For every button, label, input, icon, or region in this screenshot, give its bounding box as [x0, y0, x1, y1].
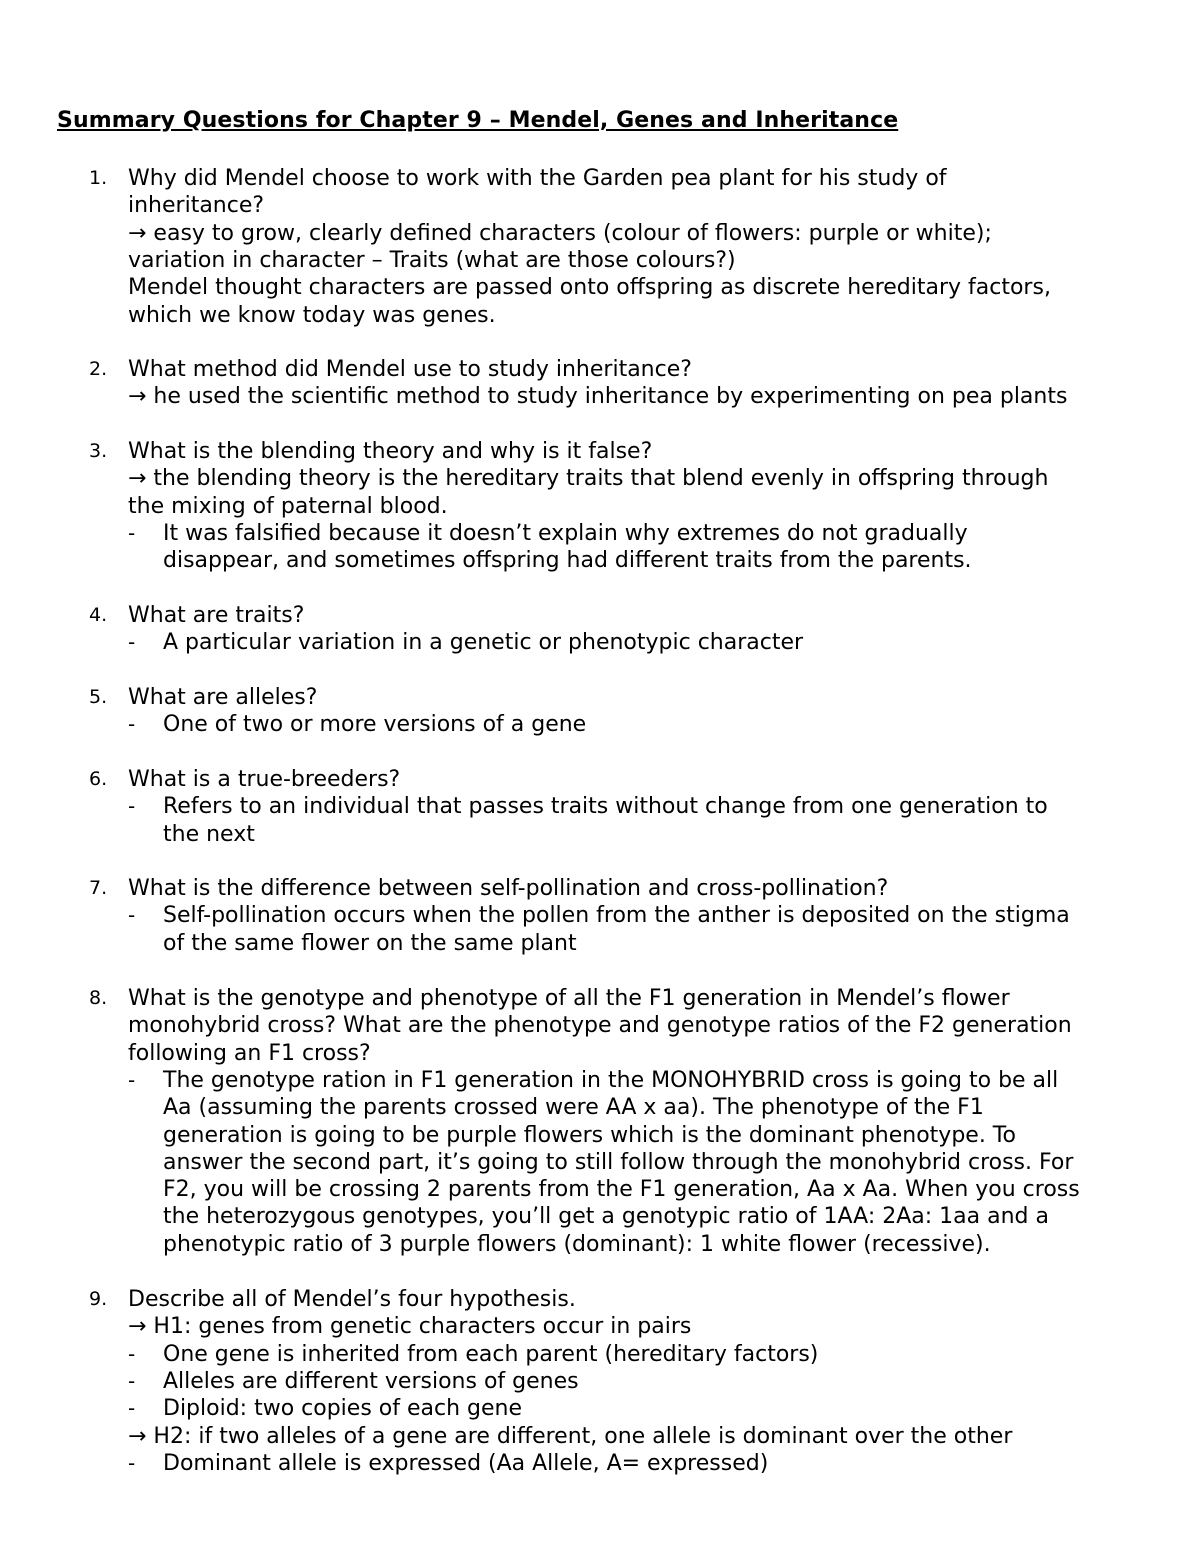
bullet-text: answer the second part, it’s going to still follow through the monohybrid cross. For [163, 1149, 1074, 1175]
bullet-text: The genotype ration in F1 generation in the MONOHYBRID cross is going to be all [163, 1067, 1059, 1093]
bullet-dash: - [128, 1396, 136, 1421]
question-number: 7. [89, 877, 108, 899]
bullet-text: Refers to an individual that passes traits without change from one generation to [163, 794, 1048, 820]
page-title: Summary Questions for Chapter 9 – Mendel, Genes and Inheritance [57, 108, 899, 133]
bullet-dash: - [128, 1067, 136, 1092]
bullet-text: generation is going to be purple flowers which is the dominant phenotype. To [163, 1122, 1016, 1148]
question-text: Describe all of Mendel’s four hypothesis. [128, 1287, 576, 1312]
bullet-text: Dominant allele is expressed (Aa Allele, A= expressed) [163, 1450, 769, 1476]
bullet-text: One gene is inherited from each parent (hereditary factors) [163, 1341, 819, 1367]
bullet-text: of the same flower on the same plant [163, 930, 577, 956]
question-text: following an F1 cross? [128, 1040, 371, 1066]
question-text: What are traits? [128, 603, 305, 628]
question-number: 2. [89, 358, 108, 380]
question-number: 3. [89, 440, 108, 462]
question-number: 4. [89, 604, 108, 626]
bullet-text: It was falsified because it doesn’t explain why extremes do not gradually [163, 520, 968, 546]
question-text: What method did Mendel use to study inheritance? [128, 357, 692, 382]
bullet-dash: - [128, 712, 136, 737]
bullet-text: A particular variation in a genetic or phenotypic character [163, 630, 804, 656]
question-text: What are alleles? [128, 685, 318, 710]
bullet-text: Diploid: two copies of each gene [163, 1396, 522, 1422]
bullet-text: F2, you will be crossing 2 parents from the F1 generation, Aa x Aa. When you cross [163, 1177, 1080, 1203]
bullet-dash: - [128, 1341, 136, 1366]
answer-text: → H1: genes from genetic characters occur in pairs [128, 1314, 692, 1340]
answer-text: variation in character – Traits (what are those colours?) [128, 247, 736, 273]
answer-text: the mixing of paternal blood. [128, 493, 448, 519]
answer-text: → he used the scientific method to study inheritance by experimenting on pea plants [128, 384, 1068, 410]
bullet-dash: - [128, 794, 136, 819]
answer-text: → H2: if two alleles of a gene are different, one allele is dominant over the other [128, 1423, 1013, 1449]
bullet-dash: - [128, 903, 136, 928]
answer-text: → easy to grow, clearly defined characters (colour of flowers: purple or white); [128, 220, 992, 246]
question-text: What is the genotype and phenotype of all the F1 generation in Mendel’s flower [128, 986, 1010, 1011]
bullet-text: One of two or more versions of a gene [163, 712, 587, 738]
question-text: inheritance? [128, 193, 265, 219]
bullet-text: disappear, and sometimes offspring had different traits from the parents. [163, 548, 972, 574]
question-text: What is the difference between self-pollination and cross-pollination? [128, 876, 889, 901]
bullet-dash: - [128, 520, 136, 545]
question-text: Why did Mendel choose to work with the Garden pea plant for his study of [128, 166, 947, 191]
question-number: 5. [89, 686, 108, 708]
bullet-dash: - [128, 1450, 136, 1475]
bullet-text: Self-pollination occurs when the pollen from the anther is deposited on the stigma [163, 903, 1070, 929]
bullet-dash: - [128, 1368, 136, 1393]
answer-text: → the blending theory is the hereditary traits that blend evenly in offspring through [128, 466, 1049, 492]
bullet-text: Aa (assuming the parents crossed were AA x aa). The phenotype of the F1 [163, 1095, 984, 1121]
question-number: 8. [89, 987, 108, 1009]
question-number: 9. [89, 1288, 108, 1310]
bullet-text: Alleles are different versions of genes [163, 1368, 579, 1394]
question-text: monohybrid cross? What are the phenotype and genotype ratios of the F2 generation [128, 1013, 1072, 1039]
question-text: What is a true-breeders? [128, 767, 401, 792]
bullet-text: phenotypic ratio of 3 purple flowers (dominant): 1 white flower (recessive). [163, 1231, 991, 1257]
question-number: 1. [89, 167, 108, 189]
bullet-text: the heterozygous genotypes, you’ll get a genotypic ratio of 1AA: 2Aa: 1aa and a [163, 1204, 1049, 1230]
bullet-text: the next [163, 821, 255, 847]
bullet-dash: - [128, 630, 136, 655]
answer-text: which we know today was genes. [128, 302, 496, 328]
question-number: 6. [89, 768, 108, 790]
answer-text: Mendel thought characters are passed onto offspring as discrete hereditary factors, [128, 275, 1051, 301]
question-text: What is the blending theory and why is it false? [128, 439, 653, 464]
